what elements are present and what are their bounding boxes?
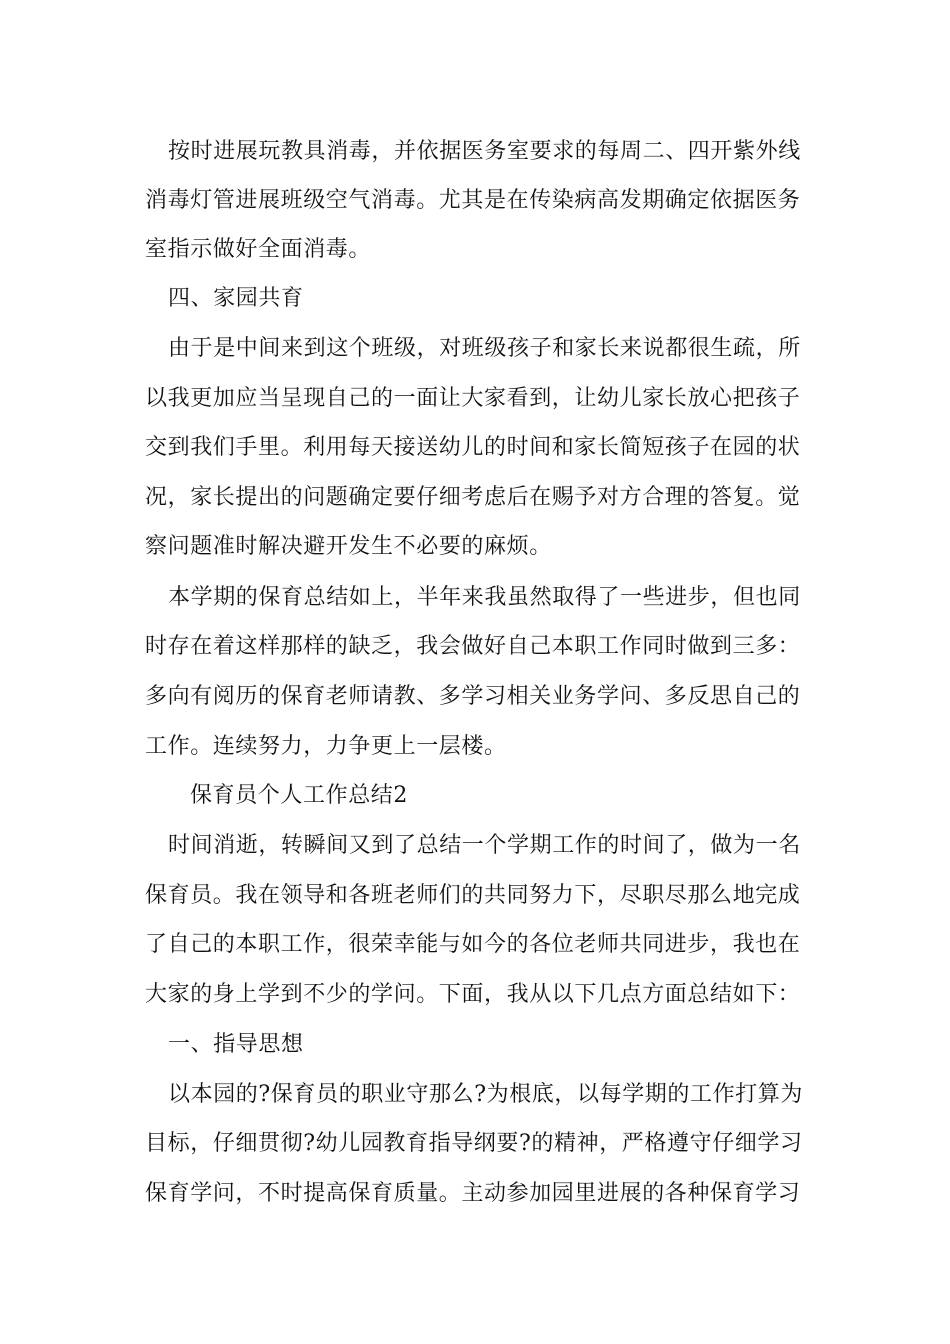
paragraph-line: 目标，仔细贯彻?幼儿园教育指导纲要?的精神，严格遵守仔细学习 xyxy=(145,1131,803,1156)
paragraph-line: 以本园的?保育员的职业守那么?为根底，以每学期的工作打算为 xyxy=(168,1082,803,1107)
paragraph-line: 本学期的保育总结如上，半年来我虽然取得了一些进步，但也同 xyxy=(168,585,801,610)
section-heading: 一、指导思想 xyxy=(168,1032,304,1057)
paragraph-line: 保育员。我在领导和各班老师们的共同努力下，尽职尽那么地完成 xyxy=(145,883,801,908)
paragraph-line: 按时进展玩教具消毒，并依据医务室要求的每周二、四开紫外线 xyxy=(168,139,801,164)
paragraph-line: 工作。连续努力，力争更上一层楼。 xyxy=(145,734,507,759)
paragraph-line: 由于是中间来到这个班级，对班级孩子和家长来说都很生疏，所 xyxy=(168,336,801,361)
paragraph-line: 察问题准时解决避开发生不必要的麻烦。 xyxy=(145,534,552,559)
paragraph-line: 了自己的本职工作，很荣幸能与如今的各位老师共同进步，我也在 xyxy=(145,932,801,957)
paragraph-line: 况，家长提出的问题确定要仔细考虑后在赐予对方合理的答复。觉 xyxy=(145,485,801,510)
document-subtitle: 保育员个人工作总结2 xyxy=(190,783,408,808)
paragraph-line: 时存在着这样那样的缺乏，我会做好自己本职工作同时做到三多： xyxy=(145,634,801,659)
paragraph-line: 时间消逝，转瞬间又到了总结一个学期工作的时间了，做为一名 xyxy=(168,833,801,858)
paragraph-line: 交到我们手里。利用每天接送幼儿的时间和家长简短孩子在园的状 xyxy=(145,435,801,460)
paragraph-line: 以我更加应当呈现自己的一面让大家看到，让幼儿家长放心把孩子 xyxy=(145,386,801,411)
section-heading: 四、家园共育 xyxy=(168,286,304,311)
paragraph-line: 多向有阅历的保育老师请教、多学习相关业务学问、多反思自己的 xyxy=(145,684,801,709)
paragraph-line: 室指示做好全面消毒。 xyxy=(145,237,372,262)
paragraph-line: 大家的身上学到不少的学问。下面，我从以下几点方面总结如下： xyxy=(145,982,801,1007)
paragraph-line: 保育学问，不时提高保育质量。主动参加园里进展的各种保育学习 xyxy=(145,1181,801,1206)
paragraph-line: 消毒灯管进展班级空气消毒。尤其是在传染病高发期确定依据医务 xyxy=(145,188,801,213)
